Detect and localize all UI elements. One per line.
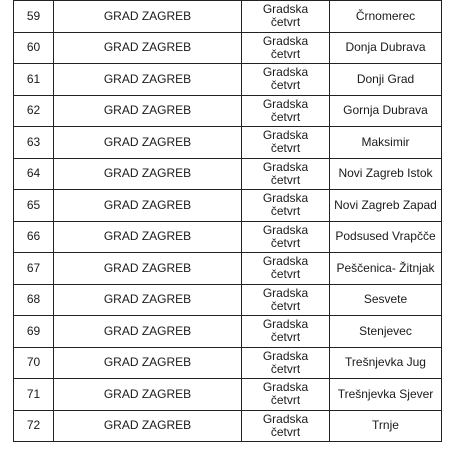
city-cell: GRAD ZAGREB bbox=[54, 127, 242, 159]
city-cell: GRAD ZAGREB bbox=[54, 95, 242, 127]
unit-type-line1: Gradska bbox=[262, 65, 309, 80]
district-cell: Trnje bbox=[330, 410, 442, 442]
unit-type-cell bbox=[242, 410, 330, 442]
unit-type-line1: Gradska bbox=[262, 348, 309, 363]
city-cell: GRAD ZAGREB bbox=[54, 253, 242, 285]
city-cell: GRAD ZAGREB bbox=[54, 347, 242, 379]
row-number-cell: 59 bbox=[14, 1, 54, 33]
district-cell: Sesvete bbox=[330, 284, 442, 316]
districts-table bbox=[13, 0, 442, 442]
table-row bbox=[14, 95, 442, 127]
unit-type-line2: četvrt bbox=[270, 204, 301, 219]
unit-type-cell bbox=[242, 379, 330, 411]
city-cell: GRAD ZAGREB bbox=[54, 410, 242, 442]
row-number-cell: 68 bbox=[14, 284, 54, 316]
unit-type-line1: Gradska bbox=[262, 191, 309, 206]
unit-type-line2: četvrt bbox=[270, 141, 301, 156]
city-cell: GRAD ZAGREB bbox=[54, 1, 242, 33]
unit-type-cell bbox=[242, 316, 330, 348]
unit-type-line2: četvrt bbox=[270, 109, 301, 124]
table-row bbox=[14, 64, 442, 96]
unit-type-cell bbox=[242, 32, 330, 64]
unit-type-cell bbox=[242, 158, 330, 190]
table-row bbox=[14, 158, 442, 190]
district-cell: Donja Dubrava bbox=[330, 32, 442, 64]
unit-type-line1: Gradska bbox=[262, 96, 309, 111]
row-number-cell: 64 bbox=[14, 158, 54, 190]
city-cell: GRAD ZAGREB bbox=[54, 158, 242, 190]
table-row bbox=[14, 190, 442, 222]
unit-type-line1: Gradska bbox=[262, 33, 309, 48]
city-cell: GRAD ZAGREB bbox=[54, 221, 242, 253]
table-row bbox=[14, 379, 442, 411]
row-number-cell: 72 bbox=[14, 410, 54, 442]
unit-type-cell bbox=[242, 95, 330, 127]
district-cell: Donji Grad bbox=[330, 64, 442, 96]
district-cell: Novi Zagreb Zapad bbox=[330, 190, 442, 222]
table-row bbox=[14, 347, 442, 379]
city-cell: GRAD ZAGREB bbox=[54, 316, 242, 348]
table-row bbox=[14, 221, 442, 253]
district-cell: Črnomerec bbox=[330, 1, 442, 33]
unit-type-line1: Gradska bbox=[262, 254, 309, 269]
table-row bbox=[14, 410, 442, 442]
district-cell: Gornja Dubrava bbox=[330, 95, 442, 127]
districts-table-body bbox=[14, 1, 442, 442]
unit-type-line1: Gradska bbox=[262, 285, 309, 300]
unit-type-line1: Gradska bbox=[262, 411, 309, 426]
unit-type-line1: Gradska bbox=[262, 128, 309, 143]
unit-type-line2: četvrt bbox=[270, 172, 301, 187]
unit-type-line2: četvrt bbox=[270, 15, 301, 30]
city-cell: GRAD ZAGREB bbox=[54, 64, 242, 96]
table-row bbox=[14, 32, 442, 64]
unit-type-line2: četvrt bbox=[270, 393, 301, 408]
city-cell: GRAD ZAGREB bbox=[54, 284, 242, 316]
row-number-cell: 66 bbox=[14, 221, 54, 253]
district-cell: Novi Zagreb Istok bbox=[330, 158, 442, 190]
unit-type-cell bbox=[242, 253, 330, 285]
table-row bbox=[14, 127, 442, 159]
unit-type-cell bbox=[242, 284, 330, 316]
table-row bbox=[14, 1, 442, 33]
district-cell: Trešnjevka Sjever bbox=[330, 379, 442, 411]
unit-type-cell bbox=[242, 1, 330, 33]
unit-type-cell bbox=[242, 221, 330, 253]
district-cell: Podsused Vrapčče bbox=[330, 221, 442, 253]
table-row bbox=[14, 253, 442, 285]
unit-type-line1: Gradska bbox=[262, 159, 309, 174]
row-number-cell: 63 bbox=[14, 127, 54, 159]
district-cell: Stenjevec bbox=[330, 316, 442, 348]
unit-type-line1: Gradska bbox=[262, 317, 309, 332]
row-number-cell: 70 bbox=[14, 347, 54, 379]
unit-type-line1: Gradska bbox=[262, 222, 309, 237]
unit-type-line2: četvrt bbox=[270, 298, 301, 313]
unit-type-cell bbox=[242, 127, 330, 159]
unit-type-line2: četvrt bbox=[270, 330, 301, 345]
district-cell: Maksimir bbox=[330, 127, 442, 159]
unit-type-line1: Gradska bbox=[262, 380, 309, 395]
unit-type-line2: četvrt bbox=[270, 424, 301, 439]
unit-type-line2: četvrt bbox=[270, 46, 301, 61]
city-cell: GRAD ZAGREB bbox=[54, 32, 242, 64]
row-number-cell: 69 bbox=[14, 316, 54, 348]
row-number-cell: 60 bbox=[14, 32, 54, 64]
row-number-cell: 62 bbox=[14, 95, 54, 127]
table-row bbox=[14, 316, 442, 348]
unit-type-line1: Gradska bbox=[262, 2, 309, 17]
row-number-cell: 61 bbox=[14, 64, 54, 96]
unit-type-cell bbox=[242, 64, 330, 96]
unit-type-cell bbox=[242, 190, 330, 222]
city-cell: GRAD ZAGREB bbox=[54, 190, 242, 222]
row-number-cell: 65 bbox=[14, 190, 54, 222]
unit-type-line2: četvrt bbox=[270, 235, 301, 250]
table-row bbox=[14, 284, 442, 316]
city-cell: GRAD ZAGREB bbox=[54, 379, 242, 411]
unit-type-line2: četvrt bbox=[270, 267, 301, 282]
row-number-cell: 71 bbox=[14, 379, 54, 411]
district-cell: Trešnjevka Jug bbox=[330, 347, 442, 379]
unit-type-line2: četvrt bbox=[270, 361, 301, 376]
district-cell: Peščenica- Žitnjak bbox=[330, 253, 442, 285]
unit-type-cell bbox=[242, 347, 330, 379]
row-number-cell: 67 bbox=[14, 253, 54, 285]
unit-type-line2: četvrt bbox=[270, 78, 301, 93]
